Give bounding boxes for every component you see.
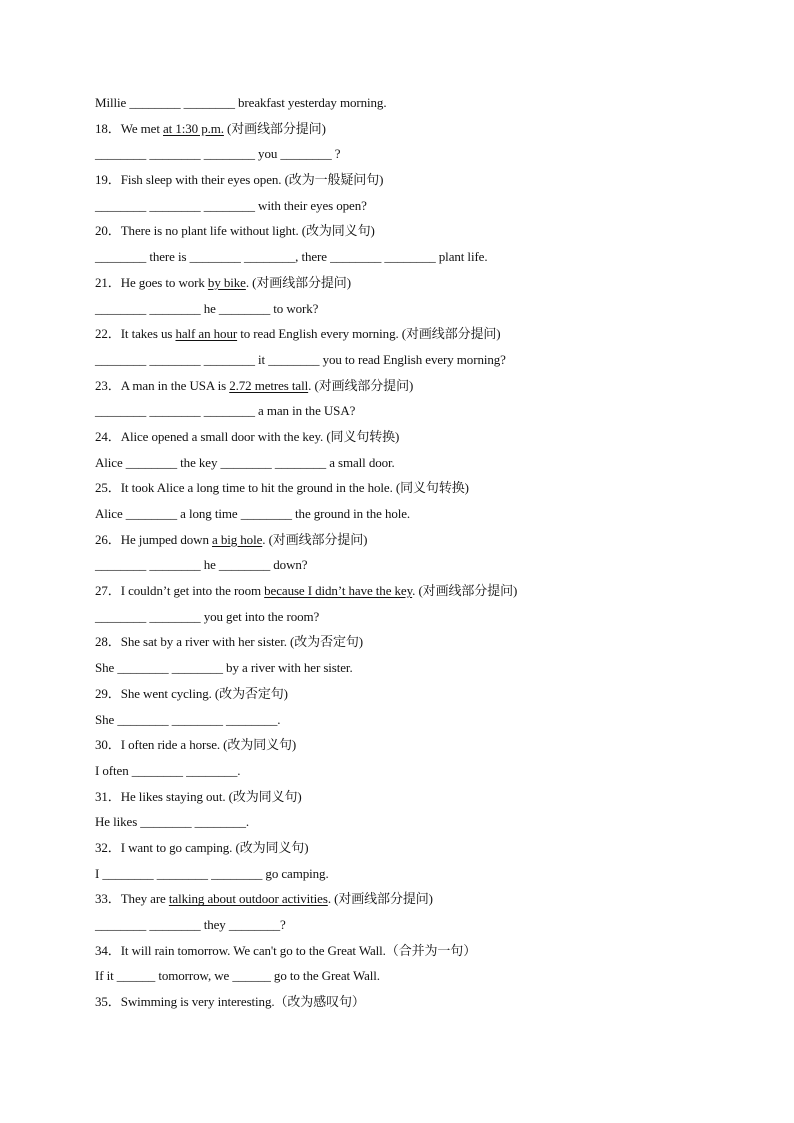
question-line: 32．I want to go camping. (改为同义句): [95, 839, 309, 855]
answer-line: ________ ________ ________ it ________ you to read English every morning?: [95, 351, 506, 367]
answer-line: ________ ________ they ________?: [95, 917, 286, 932]
question-line: 19．Fish sleep with their eyes open. (改为一般疑问句): [95, 172, 384, 188]
question-line: 31．He likes staying out. (改为同义句): [95, 788, 302, 804]
answer-line: Alice ________ the key ________ ________ a small door.: [95, 454, 395, 470]
answer-line: She ________ ________ ________.: [95, 711, 281, 727]
question-line: 29．She went cycling. (改为否定句): [95, 685, 288, 701]
question-line: 23．A man in the USA is 2.72 metres tall. (对画线部分提问): [95, 377, 414, 393]
answer-line: Alice ________ a long time ________ the ground in the hole.: [95, 506, 411, 521]
question-line: 20．There is no plant life without light. (改为同义句): [95, 223, 375, 239]
answer-line: ________ ________ ________ a man in the USA?: [95, 403, 356, 419]
answer-line: ________ ________ you get into the room?: [95, 608, 320, 624]
answer-line: ________ ________ ________ with their eyes open?: [95, 197, 367, 213]
underlined-phrase: by bike: [207, 274, 246, 290]
answer-line: Millie ________ ________ breakfast yesterday morning.: [95, 95, 387, 110]
underlined-phrase: because I didn’t have the key: [264, 583, 413, 599]
answer-line: I ________ ________ ________ go camping.: [95, 865, 329, 881]
underlined-phrase: 2.72 metres tall: [229, 377, 309, 393]
answer-line: ________ ________ ________ you ________ ?: [95, 146, 341, 162]
question-line: 35．Swimming is very interesting.（改为感叹句）: [95, 994, 365, 1010]
answer-line: ________ ________ he ________ down?: [95, 557, 308, 573]
answer-line: I often ________ ________.: [95, 762, 241, 778]
question-line: 26．He jumped down a big hole. (对画线部分提问): [95, 531, 368, 547]
question-line: 28．She sat by a river with her sister. (改为否定句): [95, 634, 363, 650]
question-line: 33．They are talking about outdoor activities. (对画线部分提问): [95, 891, 433, 907]
answer-line: ________ there is ________ ________, there ________ ________ plant life.: [95, 249, 488, 265]
answer-line: She ________ ________ by a river with her sister.: [95, 660, 353, 676]
underlined-phrase: at 1:30 p.m.: [163, 120, 224, 136]
underlined-phrase: half an hour: [175, 326, 238, 342]
question-line: 22．It takes us half an hour to read English every morning. (对画线部分提问): [95, 326, 501, 342]
exercise-lines: [95, 93, 755, 1018]
answer-line: ________ ________ he ________ to work?: [95, 300, 319, 316]
question-line: 30．I often ride a horse. (改为同义句): [95, 737, 297, 753]
underlined-phrase: talking about outdoor activities: [168, 891, 328, 907]
question-line: 18．We met at 1:30 p.m. (对画线部分提问): [95, 120, 326, 136]
question-line: 25．It took Alice a long time to hit the ground in the hole. (同义句转换): [95, 480, 469, 496]
question-line: 34．It will rain tomorrow. We can't go to the Great Wall.（合并为一句）: [95, 942, 477, 958]
answer-line: He likes ________ ________.: [95, 814, 250, 830]
question-line: 21．He goes to work by bike. (对画线部分提问): [95, 274, 351, 290]
question-line: 24．Alice opened a small door with the key. (同义句转换): [95, 428, 400, 444]
question-line: 27．I couldn’t get into the room because I didn’t have the key. (对画线部分提问): [95, 583, 518, 599]
underlined-phrase: a big hole: [212, 531, 263, 547]
answer-line: If it ______ tomorrow, we ______ go to the Great Wall.: [95, 968, 380, 984]
